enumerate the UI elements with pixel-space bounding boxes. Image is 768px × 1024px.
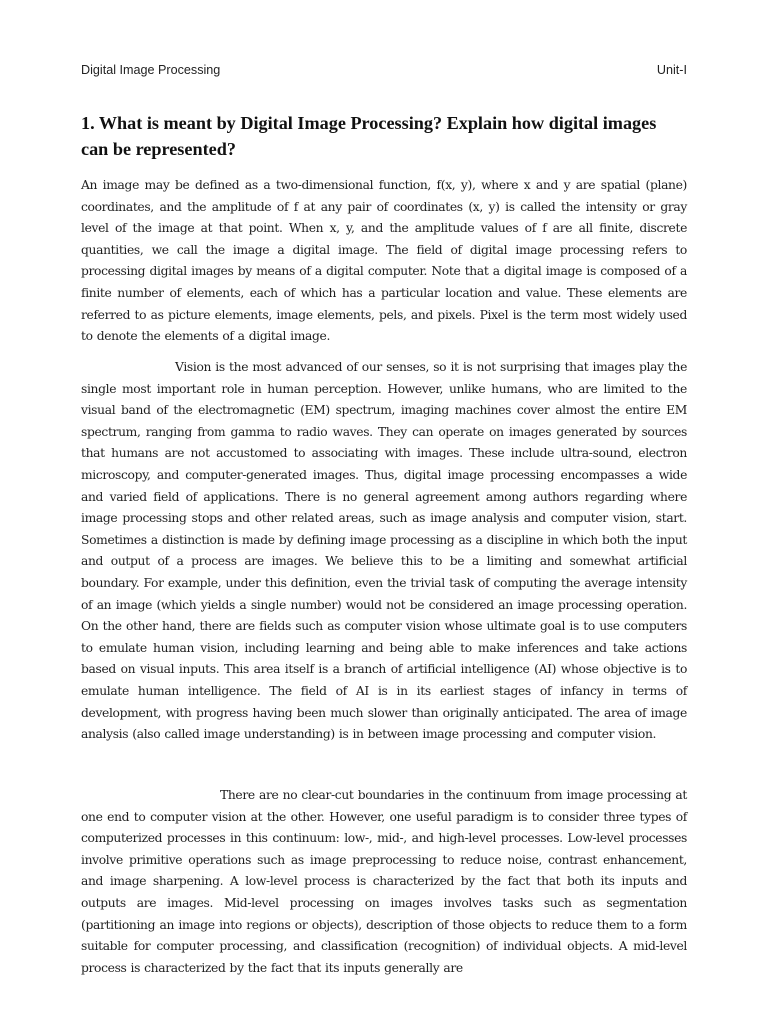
paragraph-vision: Vision is the most advanced of our senses, so it is not surprising that images play the single most important role in human perception. However, unlike humans, who are limited to the visual band of the electromagnetic (EM) spectrum, imaging machines cover almost the entire EM spectrum, ranging from gamma to radio waves. They can operate on images generated by sources that humans are not accustomed to associating with images. These include ultra-sound, electron microscopy, and computer-generated images. Thus, digital image processing encompasses a wide and varied field of applications. There is no general agreement among authors regarding where image processing stops and other related areas, such as image analysis and computer vision, start. Sometimes a distinction is made by defining image processing as a discipline in which both the input and output of a process are images. We believe this to be a limiting and somewhat artificial boundary. For example, under this definition, even the trivial task of computing the average intensity of an image (which yields a single number) would not be considered an image processing operation. On the other hand, there are fields such as computer vision whose ultimate goal is to use computers to emulate human vision, including learning and being able to make inferences and take actions based on visual inputs. This area itself is a branch of artificial intelligence (AI) whose objective is to emulate human intelligence. The field of AI is in its earliest stages of infancy in terms of development, with progress having been much slower than originally anticipated. The area of image analysis (also called image understanding) is in between image processing and computer vision. xyxy=(81,360,687,742)
header-course-title: Digital Image Processing xyxy=(81,63,221,77)
running-header xyxy=(81,63,687,81)
header-unit-label: Unit-I xyxy=(656,63,687,77)
paragraph-continuum: There are no clear-cut boundaries in the continuum from image processing at one end to computer vision at the other. However, one useful paradigm is to consider three types of computerized processes in this continuum: low-, mid-, and high-level processes. Low-level processes involve primitive operations such as image preprocessing to reduce noise, contrast enhancement, and image sharpening. A low-level process is characterized by the fact that both its inputs and outputs are images. Mid-level processing on images involves tasks such as segmentation (partitioning an image into regions or objects), description of those objects to reduce them to a form suitable for computer processing, and classification (recognition) of individual objects. A mid-level process is characterized by the fact that its inputs generally are xyxy=(81,788,687,975)
question-heading: 1. What is meant by Digital Image Processing? Explain how digital images can be represented? xyxy=(81,113,657,159)
paragraph-definition: An image may be defined as a two-dimensional function, f(x, y), where x and y are spatial (plane) coordinates, and the amplitude of f at any pair of coordinates (x, y) is called the intensity or gray level of the image at that point. When x, y, and the amplitude values of f are all finite, discrete quantities, we call the image a digital image. The field of digital image processing refers to processing digital images by means of a digital computer. Note that a digital image is composed of a finite number of elements, each of which has a particular location and value. These elements are referred to as picture elements, image elements, pels, and pixels. Pixel is the term most widely used to denote the elements of a digital image. xyxy=(81,178,687,344)
